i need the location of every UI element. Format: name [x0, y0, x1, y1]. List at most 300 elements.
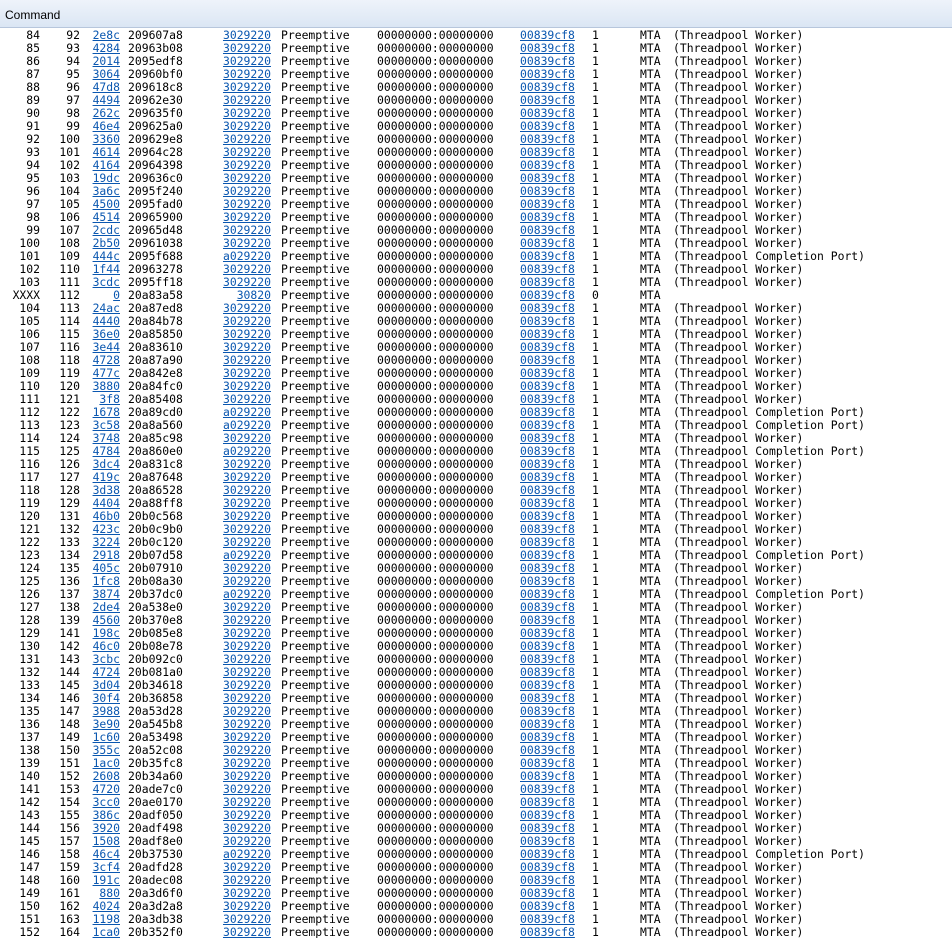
gc-mode: Preemptive [281, 275, 350, 289]
os-thread-id-link[interactable]: 3d38 [92, 483, 120, 497]
gc-mode: Preemptive [281, 418, 350, 432]
thread-object: 20965900 [128, 210, 183, 224]
thread-object: 20a3d6f0 [128, 886, 183, 900]
apartment: MTA [640, 366, 661, 380]
dbg-thread-id: 92 [26, 132, 40, 146]
thread-state-link[interactable]: 3029220 [222, 366, 271, 380]
os-thread-id-link[interactable]: 19dc [92, 171, 120, 185]
gc-alloc-context: 00000000:00000000 [377, 704, 494, 718]
thread-object: 20a538e0 [128, 600, 183, 614]
gc-alloc-context: 00000000:00000000 [377, 54, 494, 68]
thread-state-link[interactable]: 3029220 [222, 470, 271, 484]
apartment: MTA [640, 769, 661, 783]
thread-state-link[interactable]: 3029220 [222, 483, 271, 497]
os-thread-id-link[interactable]: 3cf4 [92, 860, 120, 874]
domain-link[interactable]: 00839cf8 [520, 821, 575, 835]
os-thread-id-link[interactable]: 2de4 [92, 600, 120, 614]
gc-mode: Preemptive [281, 93, 350, 107]
dbg-thread-id: 144 [19, 821, 40, 835]
os-thread-id-link[interactable]: 1ca0 [92, 925, 120, 938]
thread-state-link[interactable]: 3029220 [222, 353, 271, 367]
domain-link[interactable]: 00839cf8 [520, 730, 575, 744]
domain-link[interactable]: 00839cf8 [520, 509, 575, 523]
os-thread-id-link[interactable]: 46c0 [92, 639, 120, 653]
command-output[interactable] [0, 29, 952, 938]
thread-state-link[interactable]: 3029220 [222, 730, 271, 744]
apartment: MTA [640, 301, 661, 315]
thread-state-link[interactable]: 3029220 [222, 509, 271, 523]
managed-id: 124 [59, 431, 80, 445]
os-thread-id-link[interactable]: 880 [99, 886, 120, 900]
managed-id: 150 [59, 743, 80, 757]
domain-link[interactable]: 00839cf8 [520, 782, 575, 796]
domain-link[interactable]: 00839cf8 [520, 106, 575, 120]
apartment: MTA [640, 392, 661, 406]
apartment: MTA [640, 847, 661, 861]
dbg-thread-id: 147 [19, 860, 40, 874]
lock-count: 1 [592, 652, 599, 666]
os-thread-id-link[interactable]: 4724 [92, 665, 120, 679]
os-thread-id-link[interactable]: 1508 [92, 834, 120, 848]
thread-state-link[interactable]: 3029220 [222, 665, 271, 679]
thread-state-link[interactable]: 3029220 [222, 132, 271, 146]
thread-state-link[interactable]: 30820 [236, 288, 271, 302]
apartment: MTA [640, 535, 661, 549]
thread-object: 20adfd28 [128, 860, 183, 874]
thread-state-link[interactable]: 3029220 [222, 691, 271, 705]
thread-state-link[interactable]: a029220 [222, 847, 271, 861]
managed-id: 131 [59, 509, 80, 523]
managed-id: 136 [59, 574, 80, 588]
os-thread-id-link[interactable]: 444c [92, 249, 120, 263]
apartment: MTA [640, 418, 661, 432]
os-thread-id-link[interactable]: 1ac0 [92, 756, 120, 770]
lock-count: 1 [592, 834, 599, 848]
dbg-thread-id: 109 [19, 366, 40, 380]
thread-object: 2095ff18 [128, 275, 183, 289]
os-thread-id-link[interactable]: 477c [92, 366, 120, 380]
domain-link[interactable]: 00839cf8 [520, 119, 575, 133]
domain-link[interactable]: 00839cf8 [520, 184, 575, 198]
domain-link[interactable]: 00839cf8 [520, 405, 575, 419]
os-thread-id-link[interactable]: 4784 [92, 444, 120, 458]
dbg-thread-id: 103 [19, 275, 40, 289]
thread-state-link[interactable]: 3029220 [222, 223, 271, 237]
domain-link[interactable]: 00839cf8 [520, 327, 575, 341]
thread-state-link[interactable]: 3029220 [222, 873, 271, 887]
os-thread-id-link[interactable]: 3e90 [92, 717, 120, 731]
domain-link[interactable]: 00839cf8 [520, 379, 575, 393]
lock-count: 1 [592, 561, 599, 575]
thread-state-link[interactable]: 3029220 [222, 652, 271, 666]
domain-link[interactable]: 00839cf8 [520, 288, 575, 302]
managed-id: 138 [59, 600, 80, 614]
apartment: MTA [640, 54, 661, 68]
domain-link[interactable]: 00839cf8 [520, 860, 575, 874]
domain-link[interactable]: 00839cf8 [520, 678, 575, 692]
thread-state-link[interactable]: 3029220 [222, 925, 271, 938]
thread-state-link[interactable]: a029220 [222, 444, 271, 458]
domain-link[interactable]: 00839cf8 [520, 886, 575, 900]
os-thread-id-link[interactable]: 3e44 [92, 340, 120, 354]
os-thread-id-link[interactable]: 423c [92, 522, 120, 536]
os-thread-id-link[interactable]: 191c [92, 873, 120, 887]
managed-id: 119 [59, 366, 80, 380]
thread-state-link[interactable]: 3029220 [222, 158, 271, 172]
apartment: MTA [640, 236, 661, 250]
dbg-thread-id: 121 [19, 522, 40, 536]
lock-count: 1 [592, 340, 599, 354]
apartment: MTA [640, 145, 661, 159]
domain-link[interactable]: 00839cf8 [520, 301, 575, 315]
domain-link[interactable]: 00839cf8 [520, 639, 575, 653]
domain-link[interactable]: 00839cf8 [520, 483, 575, 497]
domain-link[interactable]: 00839cf8 [520, 314, 575, 328]
os-thread-id-link[interactable]: 4614 [92, 145, 120, 159]
apartment: MTA [640, 184, 661, 198]
os-thread-id-link[interactable]: 262c [92, 106, 120, 120]
thread-state-link[interactable]: 3029220 [222, 860, 271, 874]
os-thread-id-link[interactable]: 2b50 [92, 236, 120, 250]
os-thread-id-link[interactable]: 3cbc [92, 652, 120, 666]
os-thread-id-link[interactable]: 3224 [92, 535, 120, 549]
domain-link[interactable]: 00839cf8 [520, 223, 575, 237]
thread-state-link[interactable]: 3029220 [222, 613, 271, 627]
gc-mode: Preemptive [281, 600, 350, 614]
domain-link[interactable]: 00839cf8 [520, 665, 575, 679]
domain-link[interactable]: 00839cf8 [520, 808, 575, 822]
os-thread-id-link[interactable]: 4514 [92, 210, 120, 224]
thread-object: 20b37530 [128, 847, 183, 861]
thread-state-link[interactable]: 3029220 [222, 561, 271, 575]
thread-state-link[interactable]: 3029220 [222, 834, 271, 848]
domain-link[interactable]: 00839cf8 [520, 353, 575, 367]
domain-link[interactable]: 00839cf8 [520, 587, 575, 601]
thread-object: 20965d48 [128, 223, 183, 237]
lock-count: 1 [592, 119, 599, 133]
domain-link[interactable]: 00839cf8 [520, 236, 575, 250]
dbg-thread-id: 105 [19, 314, 40, 328]
os-thread-id-link[interactable]: 4404 [92, 496, 120, 510]
thread-state-link[interactable]: 3029220 [222, 171, 271, 185]
domain-link[interactable]: 00839cf8 [520, 574, 575, 588]
os-thread-id-link[interactable]: 3cdc [92, 275, 120, 289]
domain-link[interactable]: 00839cf8 [520, 769, 575, 783]
thread-state-link[interactable]: 3029220 [222, 743, 271, 757]
thread-state-link[interactable]: 3029220 [222, 626, 271, 640]
managed-id: 96 [66, 80, 80, 94]
domain-cell [520, 926, 575, 938]
domain-link[interactable]: 00839cf8 [520, 41, 575, 55]
gc-mode: Preemptive [281, 912, 350, 926]
os-thread-id-link[interactable]: 47d8 [92, 80, 120, 94]
thread-state-link[interactable]: 3029220 [222, 769, 271, 783]
managed-id: 112 [59, 288, 80, 302]
thread-state-link[interactable]: 3029220 [222, 67, 271, 81]
os-thread-id-link[interactable]: 3874 [92, 587, 120, 601]
thread-state-link[interactable]: a029220 [222, 587, 271, 601]
lock-count: 1 [592, 301, 599, 315]
os-thread-id-link[interactable]: 24ac [92, 301, 120, 315]
dbg-thread-id: 88 [26, 80, 40, 94]
thread-object: 209636c0 [128, 171, 183, 185]
domain-link[interactable]: 00839cf8 [520, 470, 575, 484]
domain-link[interactable]: 00839cf8 [520, 418, 575, 432]
domain-link[interactable]: 00839cf8 [520, 275, 575, 289]
thread-state-link[interactable]: 3029220 [222, 301, 271, 315]
domain-link[interactable]: 00839cf8 [520, 652, 575, 666]
thread-state-link[interactable]: a029220 [222, 418, 271, 432]
thread-state-link[interactable]: 3029220 [222, 886, 271, 900]
thread-state-link[interactable]: 3029220 [222, 457, 271, 471]
os-thread-id-link[interactable]: 4284 [92, 41, 120, 55]
thread-state-link[interactable]: 3029220 [222, 431, 271, 445]
managed-id: 133 [59, 535, 80, 549]
managed-id: 113 [59, 301, 80, 315]
os-thread-id-link[interactable]: 3360 [92, 132, 120, 146]
thread-state-link[interactable]: 3029220 [222, 93, 271, 107]
thread-state-link[interactable]: 3029220 [222, 782, 271, 796]
domain-link[interactable]: 00839cf8 [520, 80, 575, 94]
thread-state-link[interactable]: 3029220 [222, 197, 271, 211]
domain-link[interactable]: 00839cf8 [520, 210, 575, 224]
domain-link[interactable]: 00839cf8 [520, 756, 575, 770]
thread-state-link[interactable]: 3029220 [222, 600, 271, 614]
domain-link[interactable]: 00839cf8 [520, 29, 575, 42]
apartment: MTA [640, 106, 661, 120]
thread-state-link[interactable]: 3029220 [222, 119, 271, 133]
os-thread-id-link[interactable]: 1678 [92, 405, 120, 419]
thread-state-link[interactable]: 3029220 [222, 340, 271, 354]
thread-state-link[interactable]: 3029220 [222, 717, 271, 731]
thread-object: 20b34618 [128, 678, 183, 692]
os-thread-id-link[interactable]: 4164 [92, 158, 120, 172]
thread-state-link[interactable]: a029220 [222, 548, 271, 562]
os-thread-id-link[interactable]: 1fc8 [92, 574, 120, 588]
lock-count: 1 [592, 67, 599, 81]
os-thread-id-link[interactable]: 4024 [92, 899, 120, 913]
thread-state-link[interactable]: 3029220 [222, 379, 271, 393]
thread-state-link[interactable]: 3029220 [222, 392, 271, 406]
thread-state-link[interactable]: 3029220 [222, 145, 271, 159]
thread-state-link[interactable]: 3029220 [222, 236, 271, 250]
os-thread-id-link[interactable]: 3880 [92, 379, 120, 393]
apartment: MTA [640, 483, 661, 497]
domain-link[interactable]: 00839cf8 [520, 795, 575, 809]
thread-state-link[interactable]: 3029220 [222, 535, 271, 549]
domain-link[interactable]: 00839cf8 [520, 496, 575, 510]
gc-alloc-context: 00000000:00000000 [377, 288, 494, 302]
os-thread-id-link[interactable]: 3a6c [92, 184, 120, 198]
os-thread-id-link[interactable]: 3748 [92, 431, 120, 445]
os-thread-id-link[interactable]: 1198 [92, 912, 120, 926]
dbg-thread-id: 142 [19, 795, 40, 809]
thread-state-link[interactable]: 3029220 [222, 210, 271, 224]
domain-link[interactable]: 00839cf8 [520, 132, 575, 146]
managed-id: 120 [59, 379, 80, 393]
thread-state-link[interactable]: 3029220 [222, 821, 271, 835]
os-thread-id-link[interactable]: 4560 [92, 613, 120, 627]
os-thread-id-link[interactable]: 2e8c [92, 29, 120, 42]
gc-mode: Preemptive [281, 665, 350, 679]
domain-link[interactable]: 00839cf8 [520, 366, 575, 380]
domain-link[interactable]: 00839cf8 [520, 743, 575, 757]
domain-link[interactable]: 00839cf8 [520, 925, 575, 938]
thread-state-link[interactable]: a029220 [222, 249, 271, 263]
domain-link[interactable]: 00839cf8 [520, 54, 575, 68]
gc-alloc-context: 00000000:00000000 [377, 587, 494, 601]
thread-state-link[interactable]: 3029220 [222, 54, 271, 68]
thread-state-link[interactable]: 3029220 [222, 808, 271, 822]
domain-link[interactable]: 00839cf8 [520, 262, 575, 276]
os-thread-id-link[interactable]: 46b0 [92, 509, 120, 523]
thread-description: (Threadpool Completion Port) [673, 405, 866, 419]
domain-link[interactable]: 00839cf8 [520, 93, 575, 107]
thread-state-link[interactable]: 3029220 [222, 184, 271, 198]
thread-state-link[interactable]: 3029220 [222, 314, 271, 328]
domain-link[interactable]: 00839cf8 [520, 691, 575, 705]
os-thread-id-link[interactable]: 2918 [92, 548, 120, 562]
os-thread-id-link[interactable]: 4720 [92, 782, 120, 796]
thread-state-link[interactable]: 3029220 [222, 327, 271, 341]
apartment: MTA [640, 548, 661, 562]
os-thread-id-link[interactable]: 3dc4 [92, 457, 120, 471]
os-thread-id-link[interactable]: 4500 [92, 197, 120, 211]
domain-link[interactable]: 00839cf8 [520, 444, 575, 458]
domain-link[interactable]: 00839cf8 [520, 522, 575, 536]
gc-alloc-context: 00000000:00000000 [377, 314, 494, 328]
os-thread-id-link[interactable]: 3920 [92, 821, 120, 835]
thread-description: (Threadpool Worker) [673, 457, 804, 471]
os-thread-id-link[interactable]: 3f8 [99, 392, 120, 406]
managed-id: 98 [66, 106, 80, 120]
os-thread-id-link[interactable]: 3c58 [92, 418, 120, 432]
thread-state-link[interactable]: 3029220 [222, 795, 271, 809]
managed-id: 154 [59, 795, 80, 809]
gc-mode: Preemptive [281, 327, 350, 341]
os-thread-id-link[interactable]: 386c [92, 808, 120, 822]
managed-id: 158 [59, 847, 80, 861]
thread-state-link[interactable]: 3029220 [222, 912, 271, 926]
os-thread-id-link[interactable]: 3d04 [92, 678, 120, 692]
domain-link[interactable]: 00839cf8 [520, 457, 575, 471]
domain-link[interactable]: 00839cf8 [520, 873, 575, 887]
os-thread-id-link[interactable]: 30f4 [92, 691, 120, 705]
domain-link[interactable]: 00839cf8 [520, 548, 575, 562]
domain-link[interactable]: 00839cf8 [520, 847, 575, 861]
domain-link[interactable]: 00839cf8 [520, 717, 575, 731]
domain-link[interactable]: 00839cf8 [520, 145, 575, 159]
thread-object: 20ade7c0 [128, 782, 183, 796]
thread-state-link[interactable]: a029220 [222, 405, 271, 419]
os-thread-id-link[interactable]: 46c4 [92, 847, 120, 861]
thread-object: 20b34a60 [128, 769, 183, 783]
gc-mode: Preemptive [281, 405, 350, 419]
thread-state-link[interactable]: 3029220 [222, 899, 271, 913]
dbg-thread-id: 130 [19, 639, 40, 653]
os-thread-id-link[interactable]: 46e4 [92, 119, 120, 133]
domain-link[interactable]: 00839cf8 [520, 626, 575, 640]
domain-link[interactable]: 00839cf8 [520, 431, 575, 445]
apartment: MTA [640, 925, 661, 938]
os-thread-id-link[interactable]: 355c [92, 743, 120, 757]
os-thread-id-link[interactable]: 3064 [92, 67, 120, 81]
thread-object: 20a89cd0 [128, 405, 183, 419]
thread-description: (Threadpool Worker) [673, 860, 804, 874]
domain-link[interactable]: 00839cf8 [520, 171, 575, 185]
thread-state-link[interactable]: 3029220 [222, 106, 271, 120]
domain-link[interactable]: 00839cf8 [520, 158, 575, 172]
os-thread-id-link[interactable]: 1c60 [92, 730, 120, 744]
apartment: MTA [640, 288, 661, 302]
domain-link[interactable]: 00839cf8 [520, 613, 575, 627]
os-thread-id-link[interactable]: 405c [92, 561, 120, 575]
apartment: MTA [640, 899, 661, 913]
domain-link[interactable]: 00839cf8 [520, 392, 575, 406]
thread-description: (Threadpool Worker) [673, 431, 804, 445]
gc-alloc-context: 00000000:00000000 [377, 639, 494, 653]
os-thread-id-link[interactable]: 3988 [92, 704, 120, 718]
os-thread-id-link[interactable]: 4728 [92, 353, 120, 367]
os-thread-id-link[interactable]: 419c [92, 470, 120, 484]
domain-link[interactable]: 00839cf8 [520, 704, 575, 718]
os-thread-id-link[interactable]: 2cdc [92, 223, 120, 237]
gc-alloc-context: 00000000:00000000 [377, 301, 494, 315]
os-thread-id-link[interactable]: 4494 [92, 93, 120, 107]
thread-state-link[interactable]: 3029220 [222, 275, 271, 289]
dbg-thread-id: 89 [26, 93, 40, 107]
os-thread-id-link[interactable]: 4440 [92, 314, 120, 328]
os-thread-id-link[interactable]: 2014 [92, 54, 120, 68]
domain-link[interactable]: 00839cf8 [520, 197, 575, 211]
os-thread-id-link[interactable]: 3cc0 [92, 795, 120, 809]
managed-id: 109 [59, 249, 80, 263]
thread-state-link[interactable]: 3029220 [222, 522, 271, 536]
domain-link[interactable]: 00839cf8 [520, 834, 575, 848]
domain-link[interactable]: 00839cf8 [520, 249, 575, 263]
thread-state-link[interactable]: 3029220 [222, 262, 271, 276]
thread-description: (Threadpool Worker) [673, 574, 804, 588]
thread-object: 20b07d58 [128, 548, 183, 562]
lock-count: 1 [592, 717, 599, 731]
thread-state-link[interactable]: 3029220 [222, 29, 271, 42]
os-thread-id-link[interactable]: 1f44 [92, 262, 120, 276]
domain-link[interactable]: 00839cf8 [520, 535, 575, 549]
thread-state-link[interactable]: 3029220 [222, 496, 271, 510]
domain-link[interactable]: 00839cf8 [520, 912, 575, 926]
thread-state-link[interactable]: 3029220 [222, 639, 271, 653]
os-thread-id-link[interactable]: 36e0 [92, 327, 120, 341]
lock-count: 1 [592, 535, 599, 549]
thread-state-link[interactable]: 3029220 [222, 574, 271, 588]
lock-count: 1 [592, 444, 599, 458]
os-thread-id-link[interactable]: 198c [92, 626, 120, 640]
thread-state-link[interactable]: 3029220 [222, 678, 271, 692]
domain-link[interactable]: 00839cf8 [520, 600, 575, 614]
os-thread-id-link[interactable]: 2608 [92, 769, 120, 783]
domain-link[interactable]: 00839cf8 [520, 899, 575, 913]
domain-link[interactable]: 00839cf8 [520, 561, 575, 575]
thread-object: 20963278 [128, 262, 183, 276]
domain-link[interactable]: 00839cf8 [520, 340, 575, 354]
domain-link[interactable]: 00839cf8 [520, 67, 575, 81]
thread-state-link[interactable]: 3029220 [222, 704, 271, 718]
thread-state-link[interactable]: 3029220 [222, 756, 271, 770]
thread-state-link[interactable]: 3029220 [222, 41, 271, 55]
thread-state-link[interactable]: 3029220 [222, 80, 271, 94]
os-thread-id-link[interactable]: 0 [113, 288, 120, 302]
managed-id: 148 [59, 717, 80, 731]
